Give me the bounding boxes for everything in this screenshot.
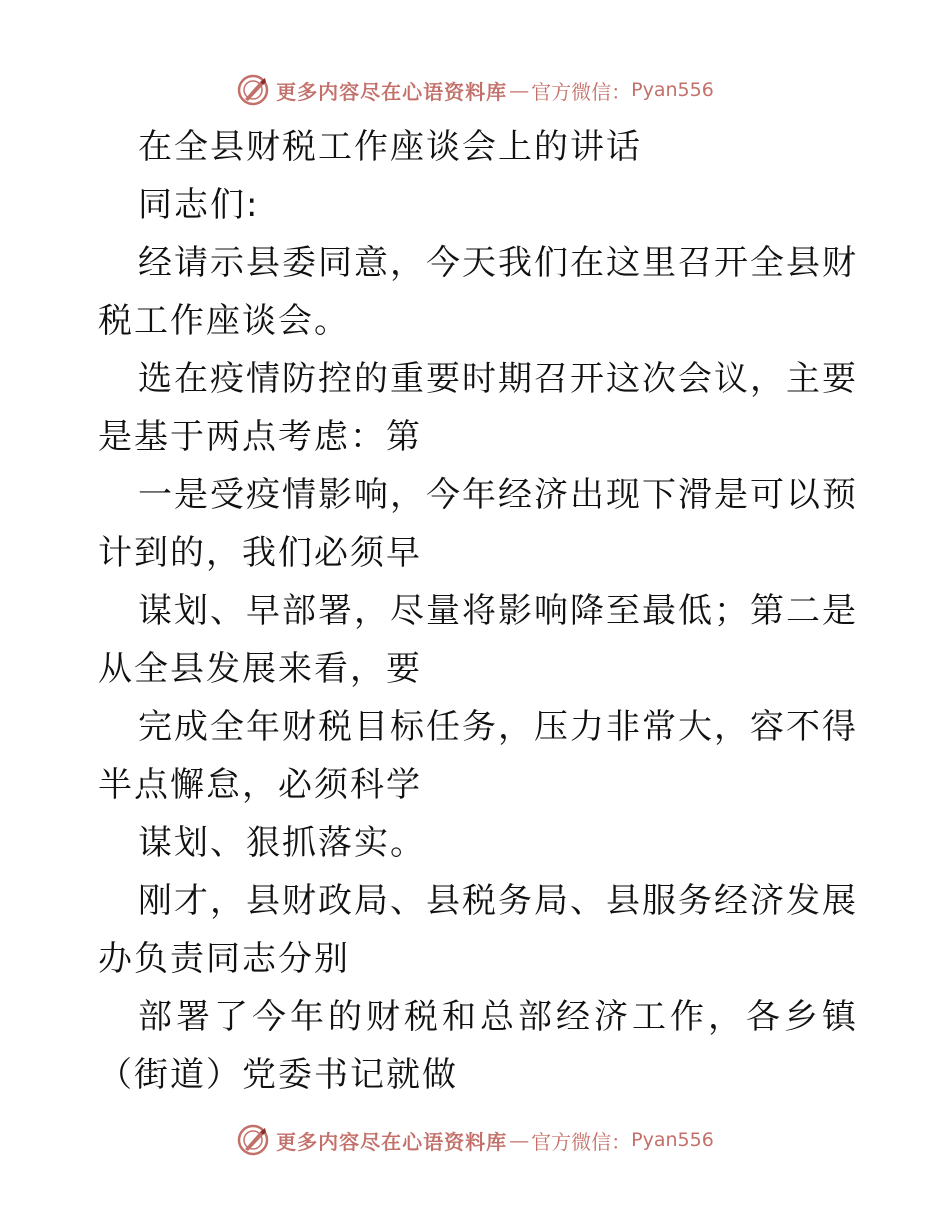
watermark-wechat-label: 官方微信： [531,79,632,104]
paragraph: 选在疫情防控的重要时期召开这次会议，主要是基于两点考虑：第 [98,359,858,457]
paragraph: 刚才，县财政局、县税务局、县服务经济发展办负责同志分别 [98,881,858,979]
paragraph: 经请示县委同意，今天我们在这里召开全县财税工作座谈会。 [98,243,858,341]
watermark-banner-bottom [0,1120,950,1160]
paragraph: 谋划、狠抓落实。 [138,823,426,863]
pen-circle-icon [236,1123,270,1157]
watermark-site-name: 更多内容尽在心语资料库 [276,1129,508,1154]
pen-circle-icon [236,73,270,107]
paragraph: 谋划、早部署，尽量将影响降至最低；第二是从全县发展来看，要 [98,591,858,689]
document-body [98,118,858,1104]
watermark-wechat-label: 官方微信： [531,1129,632,1154]
salutation: 同志们: [138,185,260,225]
watermark-wechat-id: Pyan556 [631,1129,714,1151]
watermark-dash: — [509,1128,530,1152]
paragraph: 部署了今年的财税和总部经济工作，各乡镇（街道）党委书记就做 [98,997,858,1095]
paragraph: 一是受疫情影响，今年经济出现下滑是可以预计到的，我们必须早 [98,475,858,573]
watermark-site-name: 更多内容尽在心语资料库 [276,79,508,104]
watermark-banner-top [0,70,950,110]
paragraph: 完成全年财税目标任务，压力非常大，容不得半点懈怠，必须科学 [98,707,858,805]
document-title: 在全县财税工作座谈会上的讲话 [138,127,642,167]
watermark-wechat-id: Pyan556 [631,79,714,101]
watermark-dash: — [509,78,530,102]
